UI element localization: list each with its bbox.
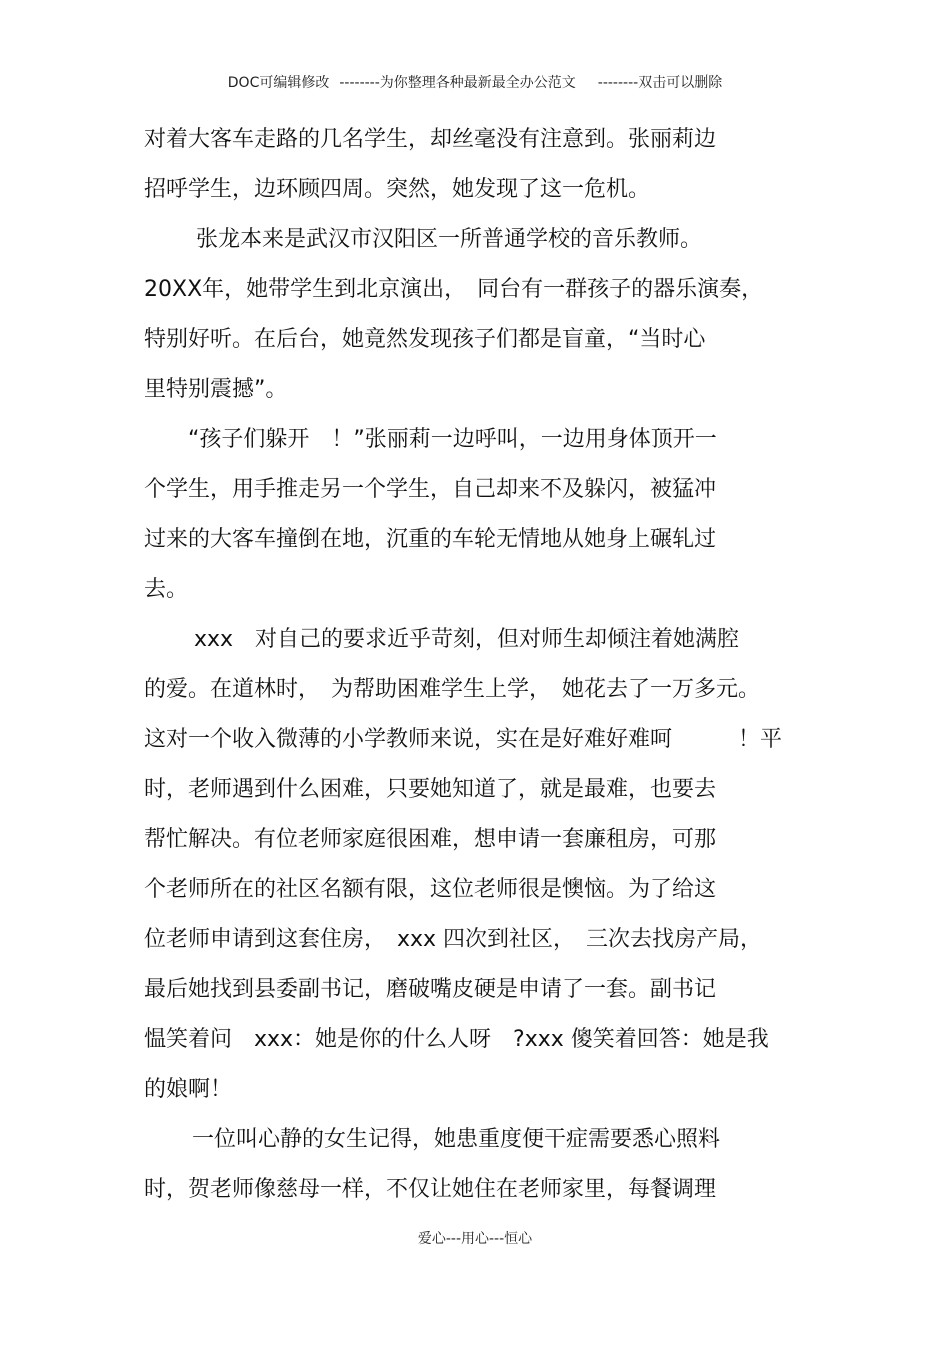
text-line: 里特别震撼”。 xyxy=(144,377,288,402)
header-delete-hint: --------双击可以删除 xyxy=(597,75,723,91)
text-line: 的娘啊！ xyxy=(144,1077,233,1102)
page-header xyxy=(0,72,950,92)
text-line: 过来的大客车撞倒在地，沉重的车轮无情地从她身上碾轧过 xyxy=(144,527,717,552)
text-line: 张龙本来是武汉市汉阳区一所普通学校的音乐教师。 xyxy=(196,227,703,252)
text-line: xxx 对自己的要求近乎苛刻，但对师生却倾注着她满腔 xyxy=(194,627,740,652)
text-line: “孩子们躲开 ！”张丽莉一边呼叫，一边用身体顶开一 xyxy=(188,427,717,452)
text-line: 个学生，用手推走另一个学生，自己却来不及躲闪，被猛冲 xyxy=(144,477,717,502)
text-line: 特别好听。在后台，她竟然发现孩子们都是盲童，“当时心 xyxy=(144,327,706,352)
text-line: 时，老师遇到什么困难，只要她知道了，就是最难，也要去 xyxy=(144,777,717,802)
page-footer: 爱心---用心---恒心 xyxy=(417,1231,533,1247)
header-tagline: --------为你整理各种最新最全办公范文 xyxy=(339,75,576,91)
header-doc-label: DOC可编辑修改 xyxy=(227,75,330,91)
text-line: 对着大客车走路的几名学生，却丝毫没有注意到。张丽莉边 xyxy=(144,127,717,152)
text-line: 最后她找到县委副书记，磨破嘴皮硬是申请了一套。副书记 xyxy=(144,977,717,1002)
text-line: 去。 xyxy=(144,577,189,602)
text-line: 愠笑着问 xxx：她是你的什么人呀 ?xxx 傻笑着回答：她是我 xyxy=(144,1027,769,1052)
text-line: 帮忙解决。有位老师家庭很困难，想申请一套廉租房，可那 xyxy=(144,827,717,852)
text-line: 一位叫心静的女生记得，她患重度便干症需要悉心照料 xyxy=(192,1127,721,1152)
text-line: 位老师申请到这套住房， xxx 四次到社区， 三次去找房产局， xyxy=(144,927,763,952)
text-line: 的爱。在道林时， 为帮助困难学生上学， 她花去了一万多元。 xyxy=(144,677,761,702)
text-line: 20XX年，她带学生到北京演出， 同台有一群孩子的器乐演奏， xyxy=(144,277,764,302)
text-line: 时，贺老师像慈母一样，不仅让她住在老师家里，每餐调理 xyxy=(144,1177,717,1202)
text-line: 这对一个收入微薄的小学教师来说，实在是好难好难呵 ！平 xyxy=(144,727,783,752)
text-line: 招呼学生，边环顾四周。突然，她发现了这一危机。 xyxy=(144,177,651,202)
text-line: 个老师所在的社区名额有限，这位老师很是懊恼。为了给这 xyxy=(144,877,717,902)
